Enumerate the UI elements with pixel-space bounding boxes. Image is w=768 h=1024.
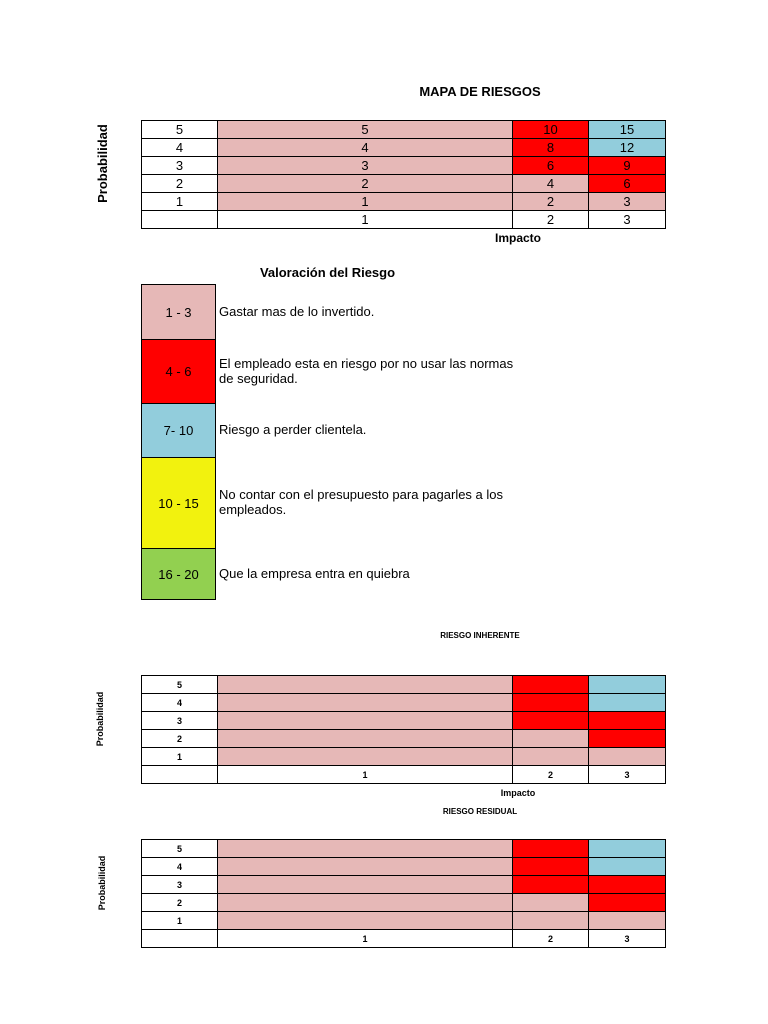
impact-cell: 1 [218, 930, 513, 948]
impact-cell: 2 [513, 930, 589, 948]
risk-value-cell: 1 [218, 193, 513, 211]
probability-cell: 5 [142, 121, 218, 139]
risk-color-cell [589, 748, 666, 766]
probability-cell: 3 [142, 712, 218, 730]
legend-range-box: 7- 10 [141, 403, 216, 458]
impact-cell: 3 [589, 211, 666, 229]
residual-map-y-label: Probabilidad [97, 855, 107, 911]
legend-range-box: 16 - 20 [141, 548, 216, 600]
probability-cell: 4 [142, 139, 218, 157]
impact-cell: 1 [218, 211, 513, 229]
corner-cell [142, 211, 218, 229]
risk-color-cell [218, 676, 513, 694]
main-map-title: MAPA DE RIESGOS [419, 84, 541, 99]
legend-title: Valoración del Riesgo [259, 265, 396, 280]
probability-cell: 3 [142, 876, 218, 894]
probability-cell: 1 [142, 912, 218, 930]
risk-value-cell: 4 [513, 175, 589, 193]
risk-value-cell: 4 [218, 139, 513, 157]
legend-description: Riesgo a perder clientela. [219, 422, 367, 437]
risk-color-cell [218, 730, 513, 748]
risk-color-cell [513, 730, 589, 748]
risk-value-cell: 3 [589, 193, 666, 211]
probability-cell: 4 [142, 858, 218, 876]
matrix-row [142, 694, 666, 712]
impact-row [142, 766, 666, 784]
matrix-row [142, 730, 666, 748]
risk-color-cell [589, 912, 666, 930]
matrix-row [142, 840, 666, 858]
matrix-row [142, 193, 666, 211]
risk-value-cell: 8 [513, 139, 589, 157]
risk-color-cell [513, 858, 589, 876]
impact-cell: 3 [589, 766, 666, 784]
risk-color-cell [513, 840, 589, 858]
impact-cell: 3 [589, 930, 666, 948]
residual-map-title: RIESGO RESIDUAL [442, 807, 518, 816]
risk-color-cell [218, 712, 513, 730]
risk-value-cell: 2 [513, 193, 589, 211]
impact-row [142, 211, 666, 229]
probability-cell: 2 [142, 894, 218, 912]
risk-value-cell: 6 [589, 175, 666, 193]
risk-value-cell: 15 [589, 121, 666, 139]
matrix-row [142, 858, 666, 876]
matrix-row [142, 712, 666, 730]
impact-cell: 2 [513, 766, 589, 784]
risk-value-cell: 5 [218, 121, 513, 139]
impact-cell: 2 [513, 211, 589, 229]
risk-color-cell [513, 912, 589, 930]
probability-cell: 1 [142, 748, 218, 766]
matrix-row [142, 121, 666, 139]
risk-matrix-table [141, 120, 666, 229]
legend-description: No contar con el presupuesto para pagarles a los empleados. [219, 487, 504, 517]
probability-cell: 2 [142, 175, 218, 193]
risk-color-cell [218, 894, 513, 912]
inherent-risk-table [141, 675, 666, 784]
inherent-map-y-label: Probabilidad [95, 691, 105, 747]
risk-color-cell [589, 876, 666, 894]
probability-cell: 3 [142, 157, 218, 175]
legend-description: Que la empresa entra en quiebra [219, 565, 410, 581]
legend-description: El empleado esta en riesgo por no usar las normas de seguridad. [219, 355, 514, 386]
risk-color-cell [513, 748, 589, 766]
risk-color-cell [589, 858, 666, 876]
risk-value-cell: 10 [513, 121, 589, 139]
risk-color-cell [589, 840, 666, 858]
risk-color-cell [513, 894, 589, 912]
matrix-row [142, 676, 666, 694]
risk-value-cell: 9 [589, 157, 666, 175]
matrix-row [142, 876, 666, 894]
risk-color-cell [513, 694, 589, 712]
risk-color-cell [589, 894, 666, 912]
matrix-row [142, 912, 666, 930]
risk-color-cell [589, 676, 666, 694]
legend-range-box: 1 - 3 [141, 284, 216, 340]
legend-description: Gastar mas de lo invertido. [219, 303, 375, 319]
probability-cell: 5 [142, 840, 218, 858]
risk-color-cell [589, 694, 666, 712]
risk-color-cell [513, 712, 589, 730]
legend-range-box: 4 - 6 [141, 339, 216, 404]
corner-cell [142, 766, 218, 784]
inherent-map-x-label: Impacto [500, 788, 536, 798]
risk-color-cell [218, 748, 513, 766]
risk-color-cell [589, 712, 666, 730]
matrix-row [142, 748, 666, 766]
residual-risk-table [141, 839, 666, 948]
probability-cell: 4 [142, 694, 218, 712]
risk-color-cell [218, 858, 513, 876]
risk-color-cell [218, 840, 513, 858]
probability-cell: 2 [142, 730, 218, 748]
probability-cell: 1 [142, 193, 218, 211]
impact-row [142, 930, 666, 948]
risk-value-cell: 6 [513, 157, 589, 175]
main-map-y-label: Probabilidad [95, 124, 110, 203]
risk-color-cell [218, 694, 513, 712]
risk-color-cell [513, 676, 589, 694]
risk-color-cell [513, 876, 589, 894]
risk-value-cell: 12 [589, 139, 666, 157]
matrix-row [142, 175, 666, 193]
risk-color-cell [218, 876, 513, 894]
matrix-row [142, 157, 666, 175]
risk-value-cell: 2 [218, 175, 513, 193]
impact-cell: 1 [218, 766, 513, 784]
matrix-row [142, 894, 666, 912]
matrix-row [142, 139, 666, 157]
inherent-map-title: RIESGO INHERENTE [440, 631, 520, 640]
legend-range-box: 10 - 15 [141, 457, 216, 549]
main-map-x-label: Impacto [494, 231, 541, 245]
corner-cell [142, 930, 218, 948]
probability-cell: 5 [142, 676, 218, 694]
risk-color-cell [589, 730, 666, 748]
risk-value-cell: 3 [218, 157, 513, 175]
risk-color-cell [218, 912, 513, 930]
